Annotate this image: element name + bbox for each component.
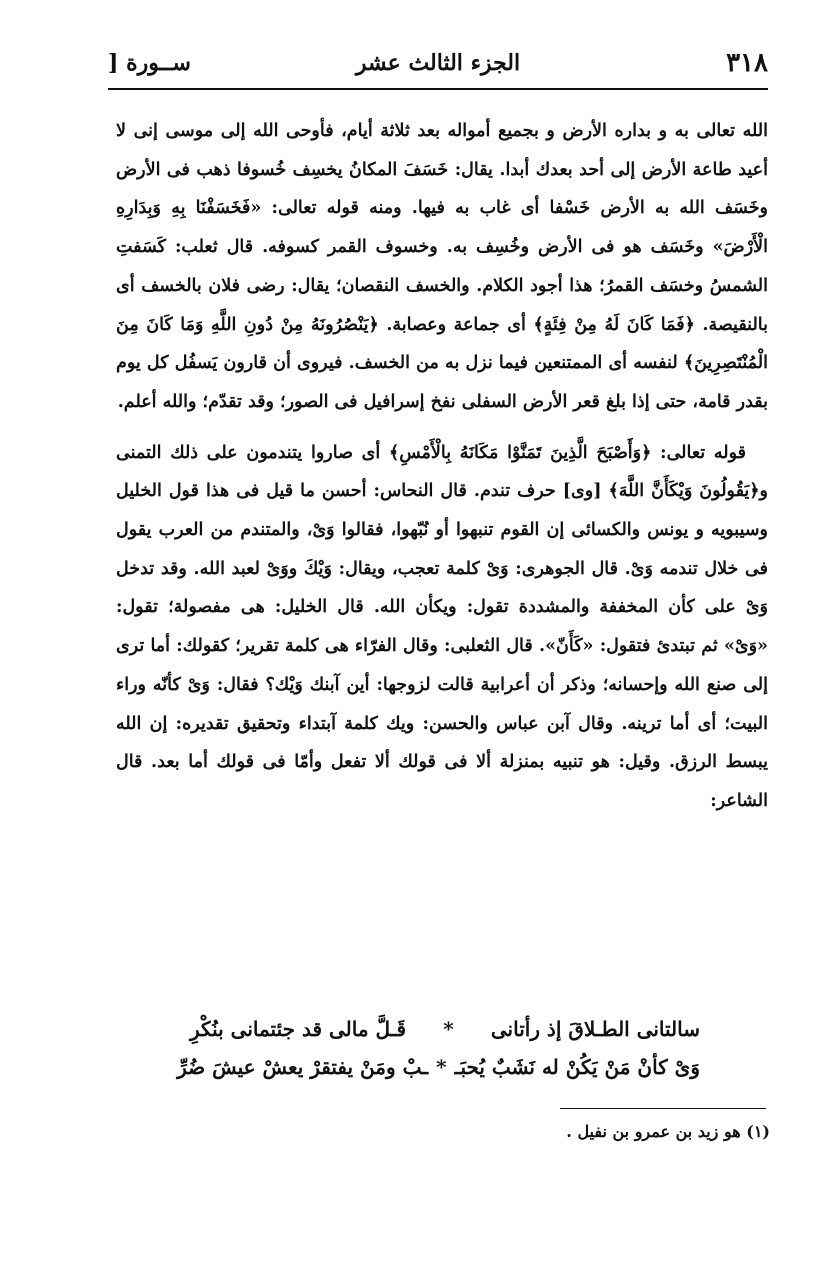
paragraph-1: الله تعالى به و بداره الأرض و بجميع أمواله بعد ثلاثة أيام، فأوحى الله إلى موسى إنى لا أعيد طاعة الأرض إلى أحد بعدك أبدا. يقال: خَسَفَ المكانُ يخسِف خُسوفا ذهب فى الأرض وخَسَف الله به الأرض خَسْفا أى غاب به فيها. ومنه قوله تعالى: «فَخَسَفْنَا بِهِ وَبِدَارِهِ الْأَرْضَ» وخَسَف هو فى الأرض وخُسِف به. وخسوف القمر كسوفه. قال ثعلب: كَسَفتِ الشمسُ وخسَف القمرُ؛ هذا أجود الكلام. والخسف النقصان؛ يقال: رضى فلان بالخسف أى بالنقيصة. ﴿فَمَا كَانَ لَهُ مِنْ فِئَةٍ﴾ أى جماعة وعصابة. ﴿يَنْصُرُونَهُ مِنْ دُونِ اللَّهِ وَمَا كَانَ مِنَ الْمُنْتَصِرِينَ﴾ لنفسه أى الممتنعين فيما نزل به من الخسف. فيروى أن قارون يَسفُل كل يوم بقدر قامة، حتى إذا بلغ قعر الأرض السفلى نفخ إسرافيل فى الصور؛ وقد تقدّم؛ والله أعلم. — [116, 121, 768, 412]
verse-2-second-hemistich: ـبْ ومَنْ يفتقرْ يعشْ عيشَ ضُرِّ — [177, 1055, 429, 1079]
footnote-rule — [560, 1108, 766, 1109]
verse-1-first-hemistich: سالتانى الطـلاقَ إذ رأتانى — [490, 1017, 700, 1041]
running-title: الجزء الثالث عشر — [355, 50, 521, 76]
page-header — [108, 40, 768, 88]
verse-separator: * — [436, 1055, 447, 1079]
footnote: (١) هو زيد بن عمرو بن نفيل . — [566, 1122, 770, 1141]
main-text — [116, 112, 768, 821]
verse-separator: * — [443, 1017, 454, 1041]
verse-line-2 — [177, 1048, 700, 1086]
header-rule — [108, 88, 768, 90]
verse-line-1 — [190, 1010, 700, 1048]
poetry-verse — [177, 1010, 700, 1086]
surah-label: ســورة [ — [108, 50, 191, 76]
verse-2-first-hemistich: وَىْ كأنْ مَنْ يَكُنْ له نَشَبٌ يُحبَـ — [454, 1055, 700, 1079]
page-number: ٣١٨ — [726, 48, 768, 78]
paragraph-2: قوله تعالى: ﴿وَأَصْبَحَ الَّذِينَ تَمَنَّوْا مَكَانَهُ بِالْأَمْسِ﴾ أى صاروا يتندمون على ذلك التمنى و﴿يَقُولُونَ وَيْكَأَنَّ اللَّهَ﴾ [وى] حرف تندم. قال النحاس: أحسن ما قيل فى هذا قول الخليل وسيبويه و يونس والكسائى إن القوم تنبهوا أو نُبّهوا، فقالوا وَىْ، والمتندم من العرب يقول فى خلال تندمه وَىْ. قال الجوهرى: وَىْ كلمة تعجب، ويقال: وَيْكَ ووَىْ لعبد الله. وقد تدخل وَىْ على كأن المخففة والمشددة تقول: ويكأن الله. قال الخليل: هى مفصولة؛ تقول: «وَىْ» ثم تبتدئ فتقول: «كَأَنّ». قال الثعلبى: وقال الفرّاء هى كلمة تقرير؛ كقولك: أما ترى إلى صنع الله وإحسانه؛ وذكر أن أعرابية قالت لزوجها: أين آبنك وَيْك؟ فقال: وَىْ كأنّه وراء البيت؛ أى أما ترينه. وقال آبن عباس والحسن: ويك كلمة آبتداء وتحقيق تقديره: إن الله يبسط الرزق. وقيل: هو تنبيه بمنزلة ألا فى قولك ألا تفعل وأمّا فى قولك أما بعد. قال الشاعر: — [116, 442, 768, 811]
verse-1-second-hemistich: قَـلَّ مالى قد جئتمانى بنُكْرِ — [190, 1017, 407, 1041]
